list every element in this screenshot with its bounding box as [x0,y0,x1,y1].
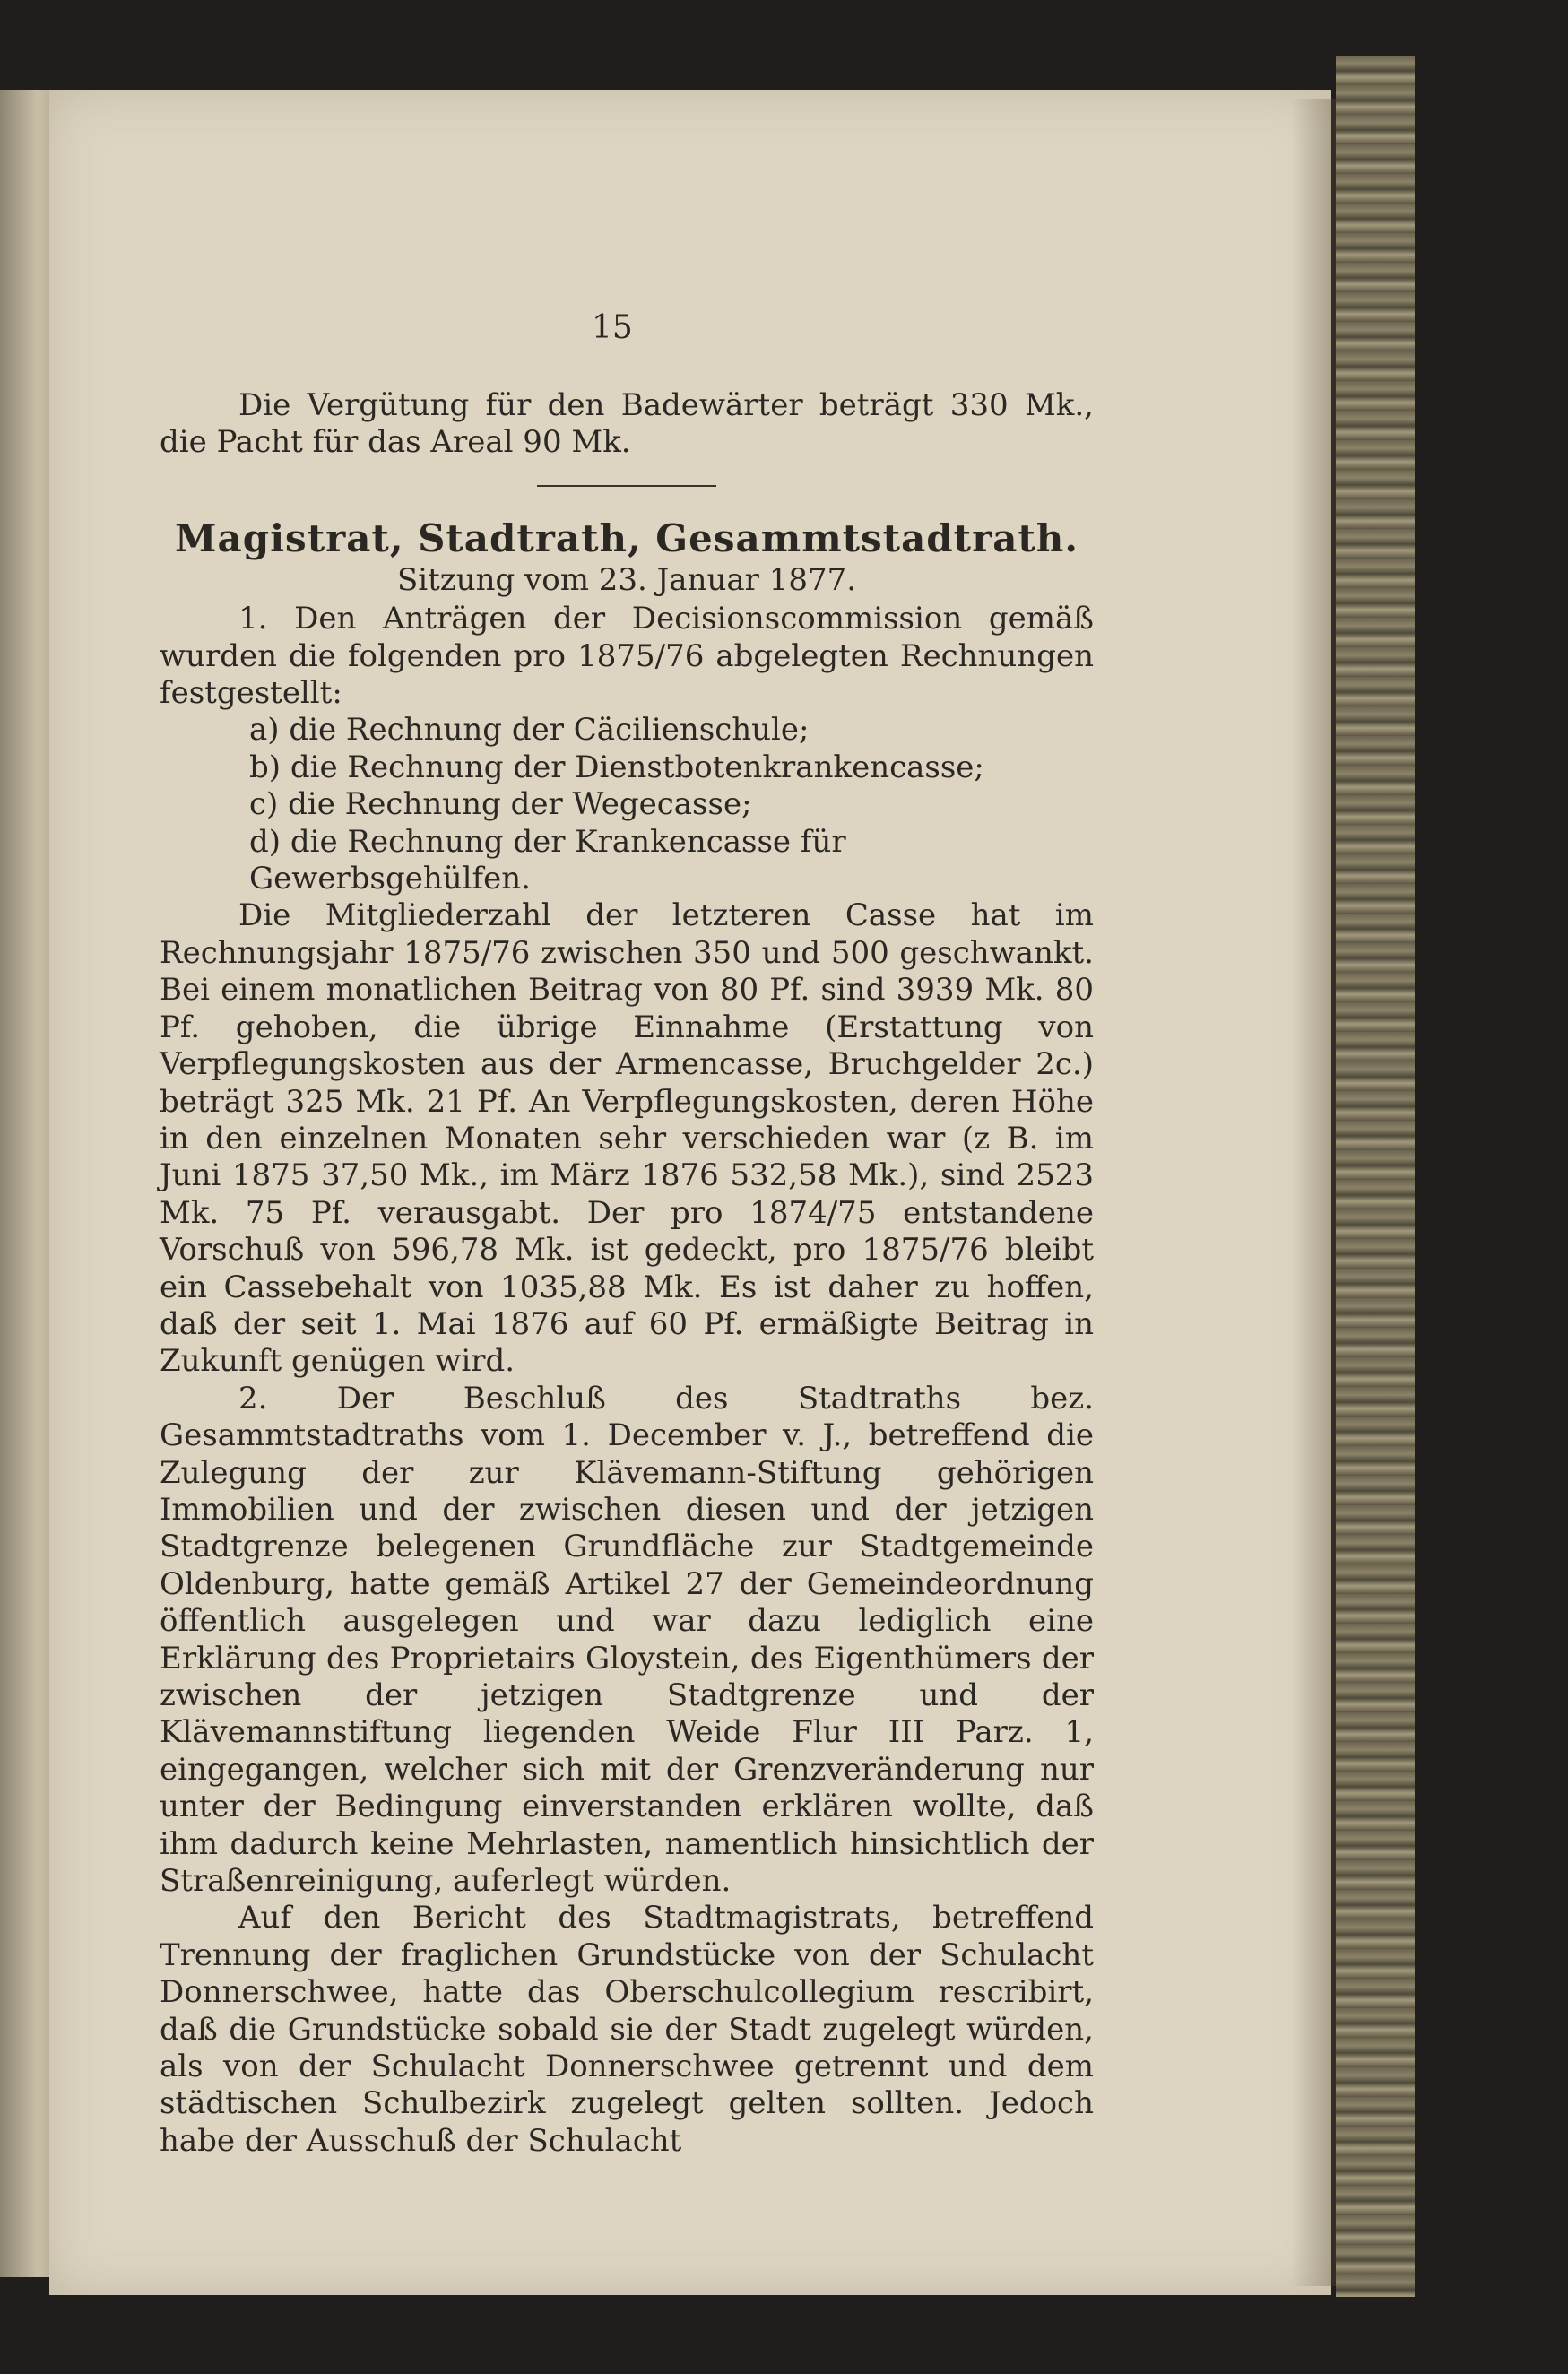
section-heading: Magistrat, Stadtrath, Gesammtstadtrath. [175,516,1079,560]
page-gutter-shade [1291,99,1336,2286]
page-text [160,387,1094,2160]
list-item-d: d) die Rechnung der Krankencasse für Gewerbsgehülfen. [249,823,846,897]
paragraph-2: 2. Der Beschluß des Stadtraths bez. Gesammtstadtraths vom 1. December v. J., betreffend die Zulegung der zur Klävemann-Stiftung gehörigen Immobilien und der zwischen diesen und der jetzigen Stadtgrenze belegenen Grundfläche zur Stadtgemeinde Oldenburg, hatte gemäß Artikel 27 der Gemeindeordnung öffentlich ausgelegen und war dazu lediglich eine Erklärung des Proprietairs Gloystein, des Eigenthümers der zwischen der jetzigen Stadtgrenze und der Klävemannstiftung liegenden Weide Flur III Parz. 1, eingegangen, welcher sich mit der Grenzveränderung nur unter der Bedingung einverstanden erklären wollte, daß ihm dadurch keine Mehrlasten, namentlich hinsichtlich der Straßenreinigung, auferlegt würden. [160,1380,1094,1900]
intro-paragraph: Die Vergütung für den Badewärter beträgt 330 Mk., die Pacht für das Areal 90 Mk. [160,387,1094,461]
paragraph-1-body: Die Mitgliederzahl der letzteren Casse hat im Rechnungsjahr 1875/76 zwischen 350 und 500 geschwankt. Bei einem monatlichen Beitrag von 80 Pf. sind 3939 Mk. 80 Pf. gehoben, die übrige Einnahme (Erstattung von Verpflegungskosten aus der Armencasse, Bruchgelder 2c.) beträgt 325 Mk. 21 Pf. An Verpflegungskosten, deren Höhe in den einzelnen Monaten sehr verschieden war (z B. im Juni 1875 37,50 Mk., im März 1876 532,58 Mk.), sind 2523 Mk. 75 Pf. verausgabt. Der pro 1874/75 entstandene Vorschuß von 596,78 Mk. ist gedeckt, pro 1875/76 bleibt ein Cassebehalt von 1035,88 Mk. Es ist daher zu hoffen, daß der seit 1. Mai 1876 auf 60 Pf. ermäßigte Beitrag in Zukunft genügen wird. [160,897,1094,1380]
list-item-a: a) die Rechnung der Cäcilienschule; [249,712,810,749]
paragraph-1-lead: 1. Den Anträgen der Decisionscommission gemäß wurden die folgenden pro 1875/76 abgelegten Rechnungen festgestellt: [160,601,1094,712]
book-cover-edge [1336,56,1415,2297]
section-divider [537,485,716,487]
session-date: Sitzung vom 23. Januar 1877. [396,561,857,598]
list-item-c: c) die Rechnung der Wegecasse; [249,786,752,823]
left-page-edge [0,90,54,2277]
paragraph-3: Auf den Bericht des Stadtmagistrats, betreffend Trennung der fraglichen Grundstücke von der Schulacht Donnerschwee, hatte das Oberschulcollegium rescribirt, daß die Grundstücke sobald sie der Stadt zugelegt würden, als von der Schulacht Donnerschwee getrennt und dem städtischen Schulbezirk zugelegt gelten sollten. Jedoch habe der Ausschuß der Schulacht [160,1900,1094,2159]
list-item-b: b) die Rechnung der Dienstbotenkrankencasse; [249,749,984,785]
page-number: 15 [592,309,633,346]
